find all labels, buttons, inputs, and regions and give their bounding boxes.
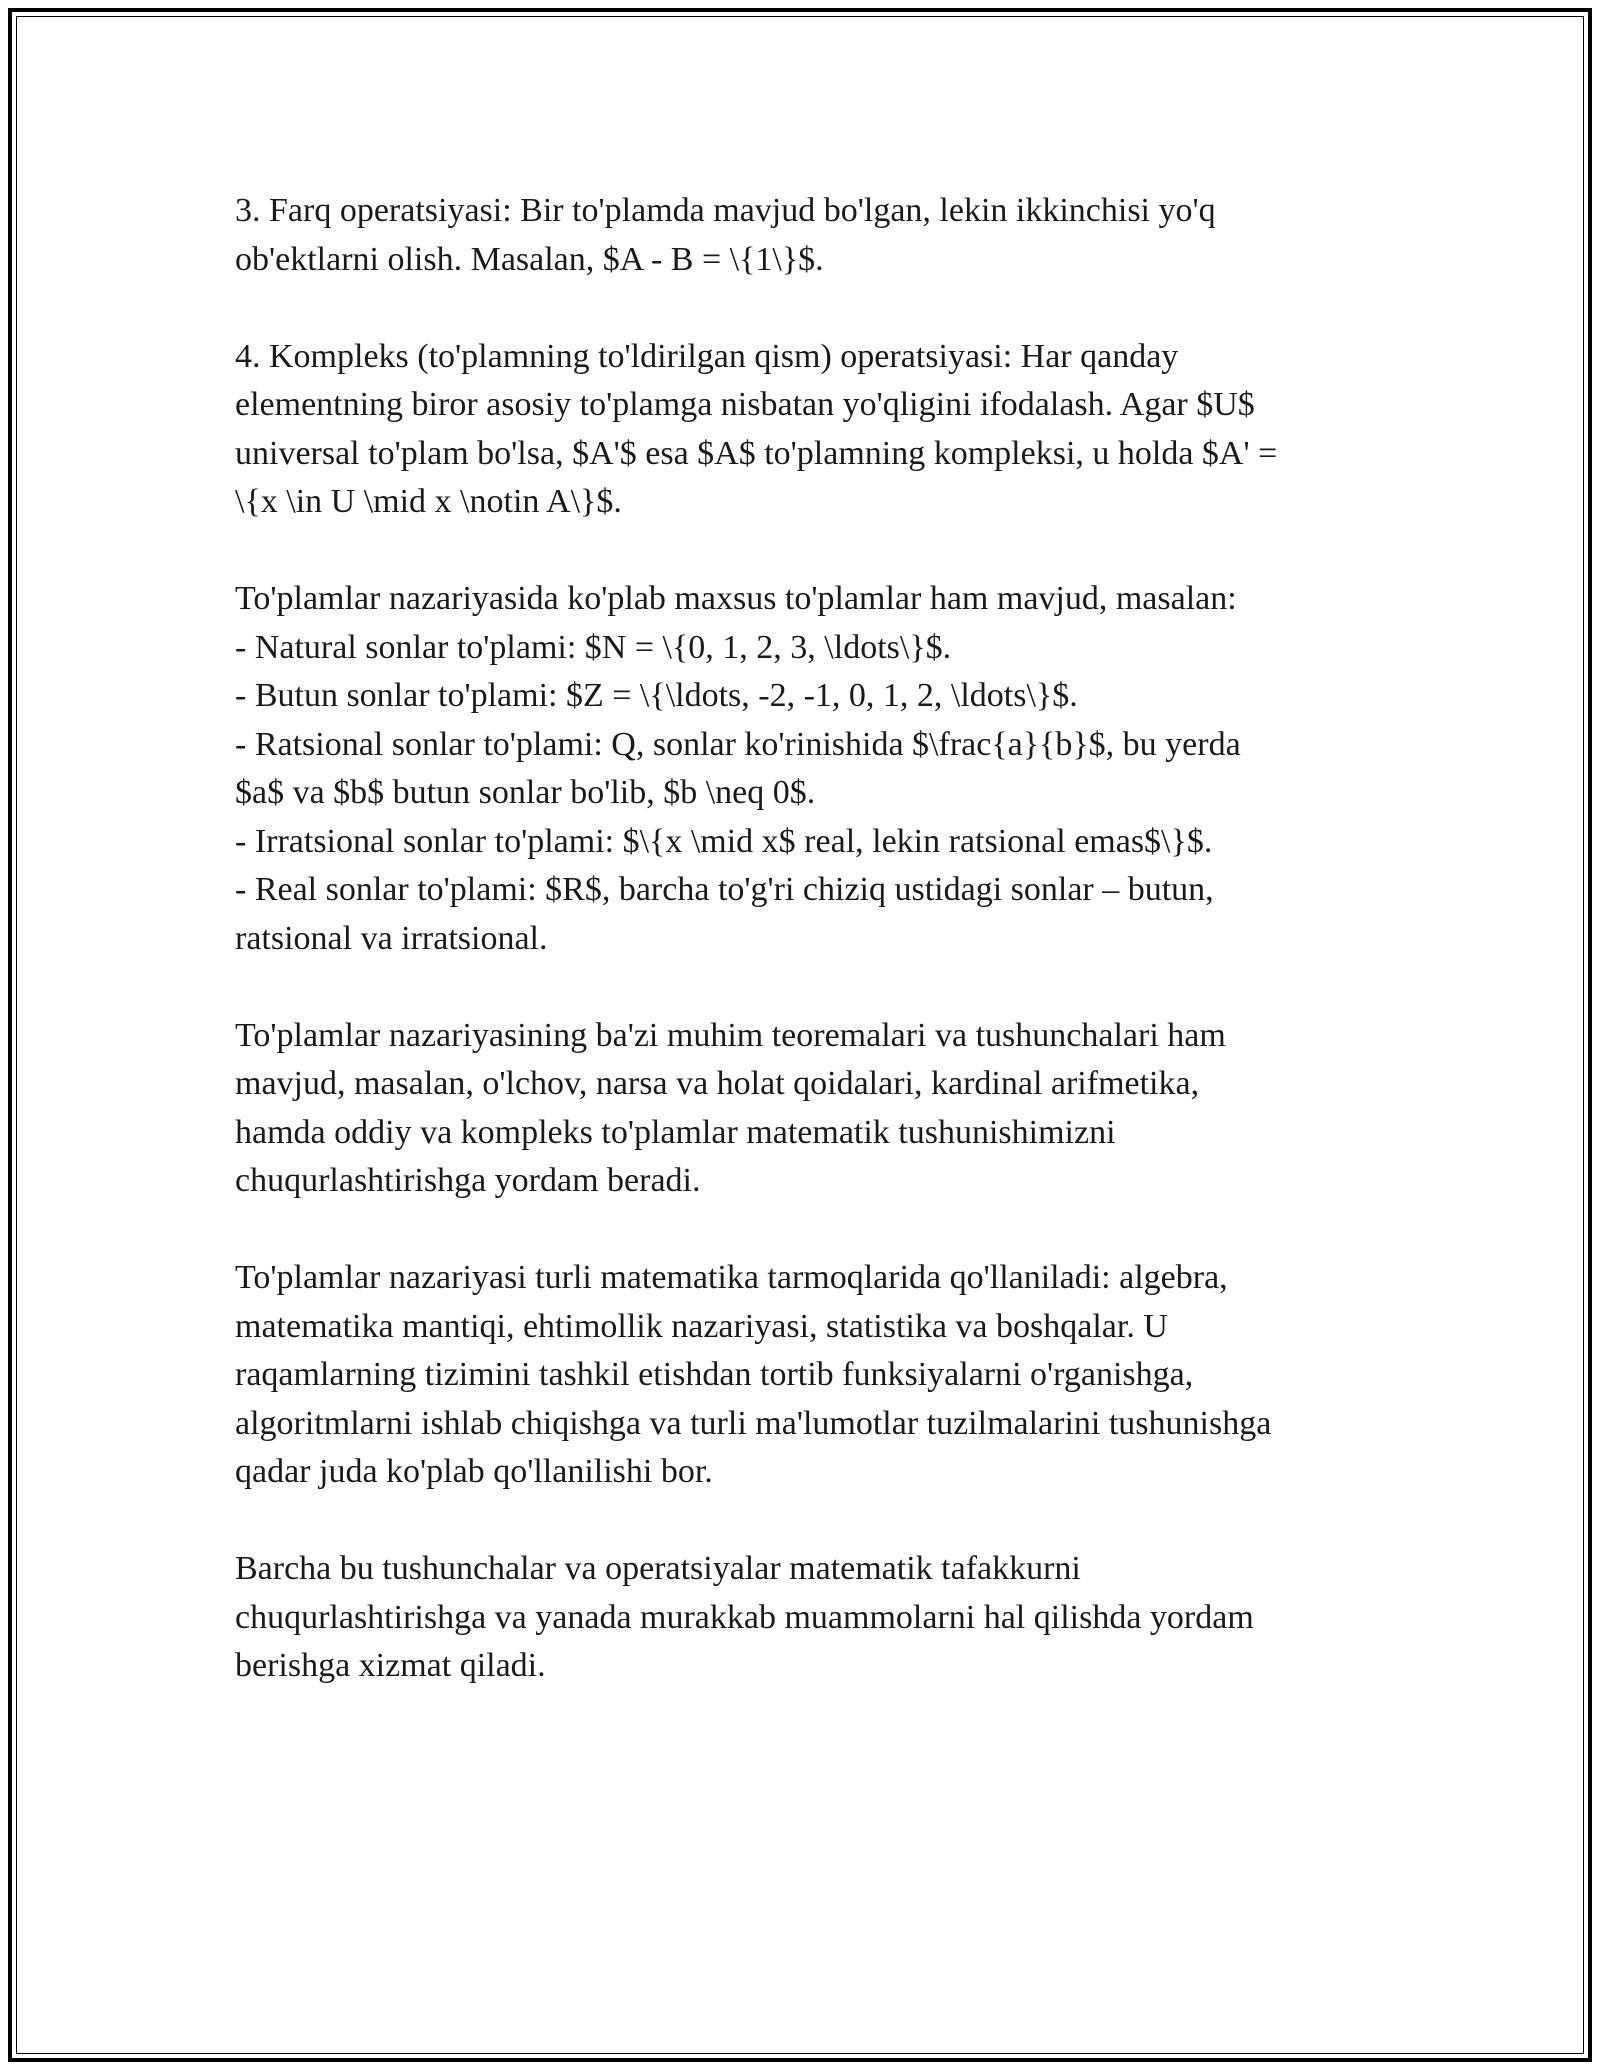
text-line: chuqurlashtirishga yordam beradi. bbox=[235, 1162, 701, 1199]
paragraph-spacer bbox=[235, 963, 1385, 1012]
text-line: chuqurlashtirishga va yanada murakkab muammolarni hal qilishda yordam bbox=[235, 1598, 1254, 1636]
document-body bbox=[235, 187, 1385, 1691]
paragraph-conclusion bbox=[235, 1545, 1385, 1691]
text-line: ratsional va irratsional. bbox=[235, 919, 548, 957]
text-line: To'plamlar nazariyasi turli matematika tarmoqlarida qo'llaniladi: algebra, bbox=[235, 1259, 1228, 1296]
text-line: To'plamlar nazariyasining ba'zi muhim teoremalari va tushunchalari ham bbox=[235, 1016, 1226, 1054]
text-line: ob'ektlarni olish. Masalan, $A - B = \{1\}$. bbox=[235, 240, 824, 278]
text-line: qadar juda ko'plab qo'llanilishi bor. bbox=[235, 1453, 713, 1490]
text-line: algoritmlarni ishlab chiqishga va turli ma'lumotlar tuzilmalarini tushunishga bbox=[235, 1404, 1272, 1442]
list-item-real-numbers: - Real sonlar to'plami: $R$, barcha to'g'ri chiziq ustidagi sonlar – butun, bbox=[235, 871, 1214, 908]
list-item-natural-numbers: - Natural sonlar to'plami: $N = \{0, 1, 2, 3, \ldots\}$. bbox=[235, 628, 952, 666]
text-line: hamda oddiy va kompleks to'plamlar matematik tushunishimizni bbox=[235, 1113, 1116, 1151]
text-line: berishga xizmat qiladi. bbox=[235, 1647, 546, 1684]
list-item-integers: - Butun sonlar to'plami: $Z = \{\ldots, -2, -1, 0, 1, 2, \ldots\}$. bbox=[235, 677, 1078, 714]
paragraph-complement-operation bbox=[235, 333, 1385, 527]
paragraph-difference-operation bbox=[235, 187, 1385, 284]
list-item-irrational-numbers: - Irratsional sonlar to'plami: $\{x \mid x$ real, lekin ratsional emas$\}$. bbox=[235, 822, 1213, 860]
paragraph-spacer bbox=[235, 527, 1385, 576]
list-item-rational-numbers: - Ratsional sonlar to'plami: Q, sonlar ko'rinishida $\frac{a}{b}$, bu yerda bbox=[235, 725, 1241, 763]
text-line: raqamlarning tizimini tashkil etishdan tortib funksiyalarni o'rganishga, bbox=[235, 1356, 1194, 1393]
text-line: elementning biror asosiy to'plamga nisbatan yo'qligini ifodalash. Agar $U$ bbox=[235, 386, 1255, 423]
text-line: $a$ va $b$ butun sonlar bo'lib, $b \neq 0$. bbox=[235, 774, 816, 811]
text-line: 3. Farq operatsiyasi: Bir to'plamda mavjud bo'lgan, lekin ikkinchisi yo'q bbox=[235, 192, 1216, 229]
text-line: universal to'plam bo'lsa, $A'$ esa $A$ to'plamning kompleksi, u holda $A' = bbox=[235, 434, 1278, 472]
text-line: mavjud, masalan, o'lchov, narsa va holat qoidalari, kardinal arifmetika, bbox=[235, 1065, 1200, 1102]
paragraph-spacer bbox=[235, 1497, 1385, 1546]
paragraph-special-sets bbox=[235, 575, 1385, 963]
text-line: Barcha bu tushunchalar va operatsiyalar matematik tafakkurni bbox=[235, 1550, 1081, 1587]
paragraph-spacer bbox=[235, 1206, 1385, 1255]
paragraph-applications bbox=[235, 1254, 1385, 1497]
text-line: \{x \in U \mid x \notin A\}$. bbox=[235, 483, 622, 520]
text-line: 4. Kompleks (to'plamning to'ldirilgan qism) operatsiyasi: Har qanday bbox=[235, 337, 1179, 375]
text-line: matematika mantiqi, ehtimollik nazariyasi, statistika va boshqalar. U bbox=[235, 1307, 1168, 1345]
paragraph-theorems bbox=[235, 1012, 1385, 1206]
paragraph-spacer bbox=[235, 284, 1385, 333]
text-line: To'plamlar nazariyasida ko'plab maxsus to'plamlar ham mavjud, masalan: bbox=[235, 580, 1237, 617]
